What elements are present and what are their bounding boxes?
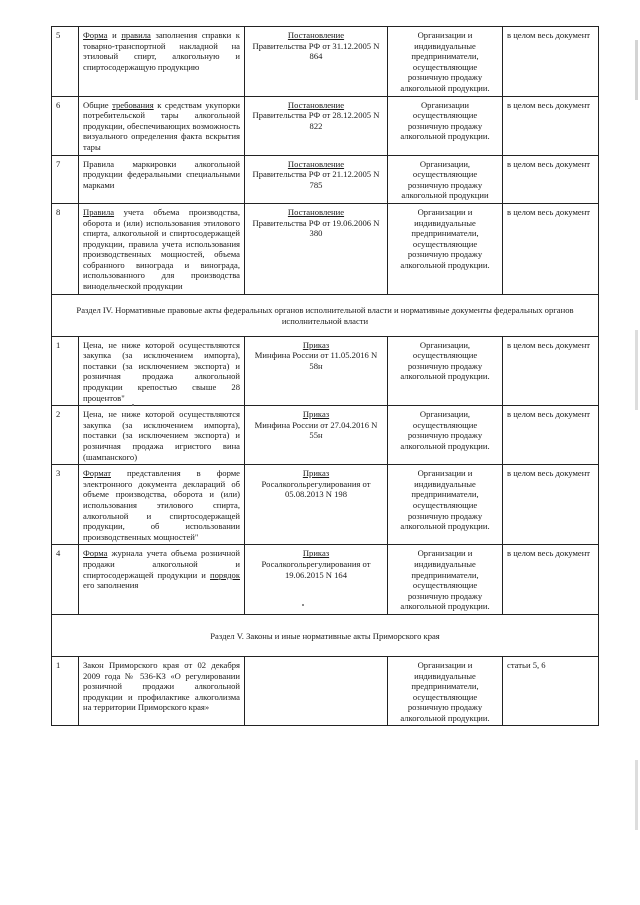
act-name-text: Цена, не ниже которой осуществляются закупка (за исключением импорта), поставки (за исключением экспорта) и розничная продажа алкогольной продукции крепостью свыше 28 процентов" (83, 339, 240, 403)
act-requisites-cell (245, 155, 388, 203)
act-name-text: учета объема производства, оборота и (или) использования этилового спирта, алкогольной и спиртосодержащей продукции, правила учета использования производственных мощностей, объема собранного винограда и винограда, использованного для производства винодельческой продукции (83, 206, 240, 292)
act-name-cell (79, 155, 245, 203)
act-type-link[interactable]: Приказ (302, 339, 330, 350)
scope-cell: в целом весь документ (503, 27, 599, 97)
scope-cell: в целом весь документ (503, 465, 599, 545)
subjects-cell: Организации и индивидуальные предприниматели, осуществляющие розничную продажу алкогольной продукции. (388, 545, 503, 615)
scan-edge-mark (635, 40, 638, 100)
table-row (52, 336, 599, 406)
act-name-cell (79, 406, 245, 465)
row-number: 4 (52, 545, 79, 615)
scope-cell: в целом весь документ (503, 155, 599, 203)
scope-cell: в целом весь документ (503, 336, 599, 406)
subjects-cell: Организации и индивидуальные предприниматели, осуществляющие розничную продажу алкогольной продукции. (388, 465, 503, 545)
table-row (52, 155, 599, 203)
act-type-link[interactable]: Приказ (302, 548, 330, 559)
act-name-text: представления в форме электронного документа деклараций об объеме производства, оборота и (или) использования этилового спирта, алкогольной и спиртосодержащей продукции, об использовании производственных мощностей" (83, 468, 240, 542)
scope-cell: в целом весь документ (503, 96, 599, 155)
table-row (52, 27, 599, 97)
scope-cell: в целом весь документ (503, 203, 599, 294)
row-number: 6 (52, 96, 79, 155)
scan-speck (132, 404, 134, 406)
act-name-cell (79, 27, 245, 97)
row-number: 3 (52, 465, 79, 545)
subjects-cell: Организации и индивидуальные предприниматели, осуществляющие розничную продажу алкогольной продукции. (388, 203, 503, 294)
table-group-rows-c (52, 656, 599, 726)
act-type-link[interactable]: Постановление (287, 206, 345, 217)
act-name-link[interactable]: Форма (83, 548, 108, 559)
act-name-cell (79, 203, 245, 294)
section-4-title: Раздел IV. Нормативные правовые акты федеральных органов исполнительной власти и нормативные документы федеральных органов исполнительной власти (52, 294, 599, 336)
act-name-text: его заполнения (83, 580, 139, 591)
act-requisites-text: Росалкогольрегулирования от 19.06.2015 N 164 (261, 558, 371, 580)
table-group-section-4 (52, 294, 599, 336)
table-group-section-5 (52, 614, 599, 656)
act-requisites-text: Росалкогольрегулирования от 05.08.2013 N 198 (261, 478, 371, 500)
act-requisites-text: Правительства РФ от 31.12.2005 N 864 (252, 40, 380, 62)
row-number: 5 (52, 27, 79, 97)
act-name-text: Цена, не ниже которой осуществляются закупка (за исключением импорта), поставки (за исключением экспорта) и розничная продажа игристого вина (шампанского) (83, 409, 240, 462)
row-number: 7 (52, 155, 79, 203)
scope-cell: в целом весь документ (503, 545, 599, 615)
table-group-rows-a (52, 27, 599, 295)
act-requisites-cell (245, 406, 388, 465)
section-5-title: Раздел V. Законы и иные нормативные акты Приморского края (52, 614, 599, 656)
act-name-link[interactable]: требования (112, 99, 154, 110)
act-requisites-cell (245, 336, 388, 406)
act-requisites-cell (245, 465, 388, 545)
act-name-link[interactable]: Правила (83, 206, 115, 217)
act-requisites-cell (245, 96, 388, 155)
section-row (52, 614, 599, 656)
section-row (52, 294, 599, 336)
act-name-text: и (107, 30, 122, 40)
table-row (52, 96, 599, 155)
act-name-link[interactable]: правила (121, 30, 151, 40)
act-type-link[interactable]: Приказ (302, 468, 330, 479)
act-name-link[interactable]: Формат (83, 468, 111, 479)
table-row (52, 656, 599, 726)
act-type-link[interactable]: Приказ (302, 409, 330, 420)
subjects-cell: Организации, осуществляющие розничную продажу алкогольной продукции (388, 155, 503, 203)
act-name-link[interactable]: порядок (210, 569, 240, 580)
act-requisites-cell (245, 203, 388, 294)
table-row (52, 203, 599, 294)
subjects-cell: Организации и индивидуальные предприниматели, осуществляющие розничную продажу алкогольной продукции. (388, 27, 503, 97)
act-name-text: журнала учета объема розничной продажи алкогольной и спиртосодержащей продукции и (83, 548, 240, 580)
act-name-cell (79, 656, 245, 726)
act-name-text: к средствам укупорки потребительской тары алкогольной продукции, обеспечивающих возможность визуального определения факта вскрытия тары (83, 99, 241, 152)
scan-speck (302, 604, 304, 606)
subjects-cell: Организации и индивидуальные предприниматели, осуществляющие розничную продажу алкогольной продукции. (388, 656, 503, 726)
table-row (52, 465, 599, 545)
table-row (52, 406, 599, 465)
act-name-text: заполнения справки к товарно-транспортной накладной на этиловый спирт, алкогольную и спиртосодержащую продукцию (83, 30, 240, 72)
table-row (52, 545, 599, 615)
act-type-link[interactable]: Постановление (287, 30, 345, 40)
row-number: 8 (52, 203, 79, 294)
row-number: 2 (52, 406, 79, 465)
scan-edge-mark (635, 330, 638, 410)
act-name-cell (79, 96, 245, 155)
act-requisites-cell (245, 27, 388, 97)
act-requisites-cell (245, 545, 388, 615)
act-name-text: Общие (83, 99, 113, 110)
row-number: 1 (52, 336, 79, 406)
subjects-cell: Организации осуществляющие розничную продажу алкогольной продукции. (388, 96, 503, 155)
act-name-link[interactable]: Форма (83, 30, 108, 40)
act-name-cell (79, 545, 245, 615)
act-requisites-text: Правительства РФ от 21.12.2005 N 785 (252, 169, 380, 190)
scope-cell: в целом весь документ (503, 406, 599, 465)
scan-edge-mark (635, 760, 638, 830)
requirements-table (51, 26, 599, 726)
act-requisites-text: Правительства РФ от 28.12.2005 N 822 (252, 110, 380, 131)
scope-cell: статьи 5, 6 (503, 656, 599, 726)
act-name-cell (79, 465, 245, 545)
act-requisites-text: Правительства РФ от 19.06.2006 N 380 (252, 217, 380, 239)
row-number: 1 (52, 656, 79, 726)
table-group-rows-b (52, 336, 599, 614)
act-type-link[interactable]: Постановление (287, 99, 345, 110)
act-name-cell (79, 336, 245, 406)
act-requisites-text: Минфина России от 11.05.2016 N 58н (254, 350, 378, 371)
act-name-text: Закон Приморского края от 02 декабря 2009 года № 536-КЗ «О регулировании розничной продажи алкогольной продукции и профилактике алкоголизма на территории Приморского края» (83, 659, 240, 713)
act-requisites-cell (245, 656, 388, 726)
act-name-text: Правила маркировки алкогольной продукции федеральными специальными марками (83, 158, 240, 190)
act-type-link[interactable]: Постановление (287, 158, 345, 169)
act-requisites-text: Минфина России от 27.04.2016 N 55н (254, 419, 378, 441)
subjects-cell: Организации, осуществляющие розничную продажу алкогольной продукции. (388, 406, 503, 465)
subjects-cell: Организации, осуществляющие розничную продажу алкогольной продукции. (388, 336, 503, 406)
